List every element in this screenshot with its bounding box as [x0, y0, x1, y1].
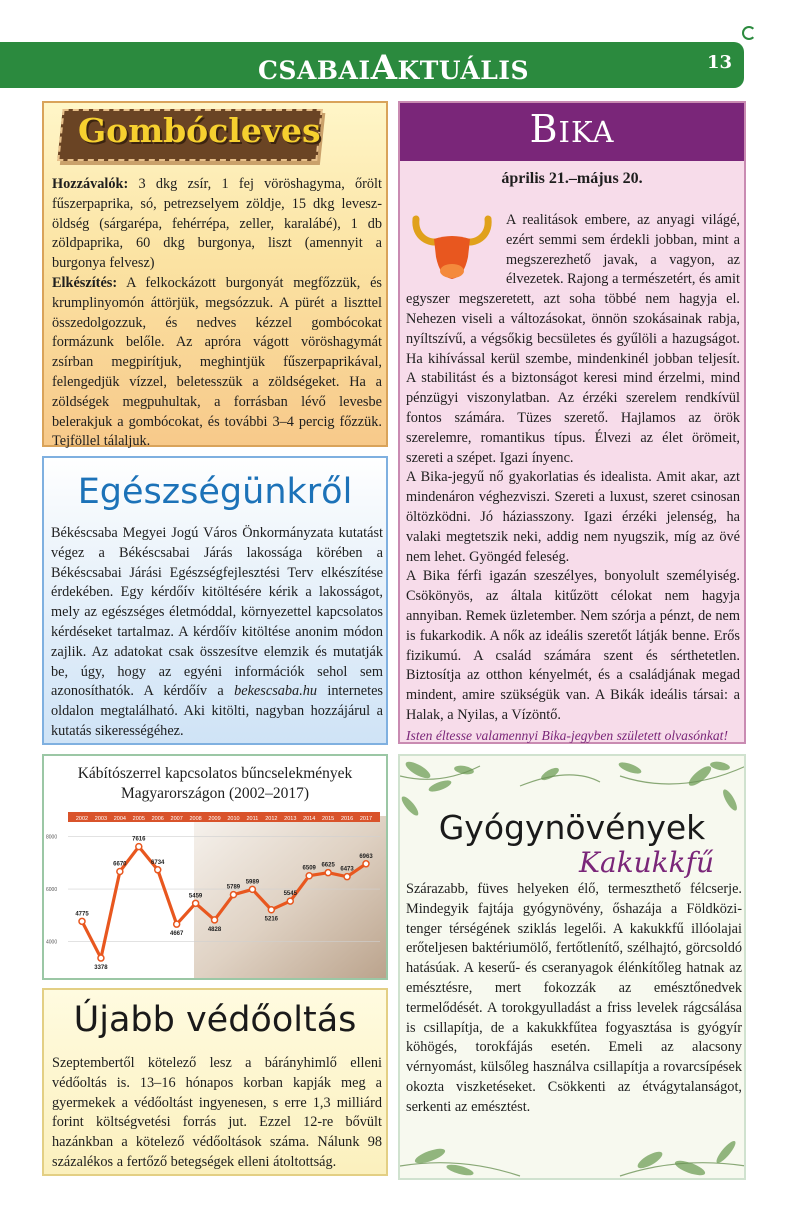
data-label: 4775 [75, 911, 89, 918]
series-line-segment [101, 871, 120, 958]
x-tick-label: 2002 [75, 816, 89, 822]
data-point [79, 918, 85, 924]
x-tick-label: 2012 [265, 816, 278, 822]
data-point [155, 867, 161, 873]
page-number: 13 [706, 52, 732, 73]
recipe-title: Gombócleves [78, 111, 321, 150]
method [52, 274, 382, 452]
data-point [306, 873, 312, 879]
recipe-box [42, 101, 388, 450]
data-point [193, 900, 199, 906]
data-label: 6473 [340, 866, 354, 873]
data-label: 6734 [151, 859, 165, 866]
data-point [136, 844, 142, 850]
y-tick-label: 6000 [46, 887, 58, 894]
data-label: 3378 [94, 965, 108, 972]
data-label: 5459 [188, 893, 203, 900]
data-point [363, 861, 369, 867]
x-tick-label: 2016 [340, 816, 354, 822]
x-tick-label: 2013 [284, 816, 297, 822]
data-point [325, 870, 331, 876]
data-point [174, 921, 180, 927]
horoscope-title-rest: IKA [558, 115, 615, 149]
data-point [117, 868, 123, 874]
ingredients [52, 175, 382, 274]
x-tick-label: 2003 [94, 816, 108, 822]
data-label: 5989 [245, 879, 260, 886]
chart-title: Kábítószerrel kapcsolatos bűncselekmények Magyarországon (2002–2017) [77, 765, 353, 802]
health-title: Egészségünkről [77, 472, 353, 512]
x-tick-label: 2014 [303, 816, 316, 822]
data-label: 7616 [132, 836, 146, 843]
health-text-2: internetes oldalon megtalálható. Aki kitölti, nagyban hozzájárul a kutatás sikerességéhez. [51, 683, 383, 739]
data-point [98, 955, 104, 961]
horoscope-dates: április 21.–május 20. [501, 170, 643, 187]
data-label: 4828 [207, 926, 222, 933]
herbs-subtitle: Kakukkfű [579, 846, 714, 879]
series-line-segment [177, 903, 196, 924]
publication-title [258, 48, 529, 88]
data-label: 5545 [283, 891, 297, 898]
x-tick-label: 2007 [170, 816, 183, 822]
page-header [0, 42, 744, 88]
x-tick-label: 2010 [227, 816, 240, 822]
y-tick-label: 4000 [46, 939, 58, 946]
health-text-1: Békéscsaba Megyei Jogú Város Önkormányzata kutatást végez a Békéscsabai Járás lakossága körében a Békéscsabai Járási Egészségfejlesztési Terv elkészítése érdekében. Egy kérdőív kitöltésére kérik a lakosságot, mely az egészséges életmóddal, környezettel kapcsolatos kérdéseket tartalmaz. A kérdőív kitöltése anonim módon zajlik. Az adatokat csak összesítve elemzik és mutatják be, úgy, hogy az egyéni információk sehol sem azonosíthatók. A kérdőív a [51, 525, 383, 700]
series-line-segment [139, 847, 158, 870]
x-tick-label: 2015 [322, 816, 335, 822]
health-box [42, 456, 388, 745]
title-part-1: CSABAI [258, 56, 371, 85]
method-label: Elkészítés: [52, 274, 118, 291]
title-initial: A [370, 48, 398, 88]
horoscope-text [406, 211, 740, 746]
x-tick-label: 2008 [189, 816, 202, 822]
herbs-text: Szárazabb, füves helyeken élő, termeszthető félcserje. Mindegyik fajtája gyógynövény, őshazája a Földközi-tenger térségének sziklás legelői. A kakukkfű illóolajai erőteljesen baktériumölő, fertőtlenítő, szélhajtó, görcsoldó hatásúak. A keserű- és cseranyagok élénkítőleg hatnak az emésztésre, mert fokozzák az emésztőnedvek termelődését. A torokgyulladást a friss levelek rágcsálása is csillapítja, de a kakukkfűtea fogyasztása is gyógyír köhögés, torokfájás esetén. Emeli az alacsony vérnyomást, külsőleg használva csillapítja a rovarcsípések okozta viszketéseket. Csökkenti az étvágytalanságot, serkenti az emésztést. [406, 881, 742, 1115]
data-label: 5789 [226, 884, 241, 891]
herbs-box [398, 754, 746, 1180]
data-point [268, 907, 274, 913]
data-point [212, 917, 218, 923]
horoscope-title-initial: B [529, 107, 559, 151]
horoscope-closing: Isten éltesse valamennyi Bika-jegyben született olvasónkat! [406, 727, 728, 743]
vaccine-box [42, 988, 388, 1176]
y-tick-label: 8000 [46, 834, 58, 841]
horoscope-header [400, 103, 744, 161]
data-label: 6509 [302, 865, 316, 872]
herbs-title: Gyógynövények [438, 808, 706, 847]
x-tick-label: 2005 [132, 816, 145, 822]
recipe-text [52, 175, 382, 452]
data-point [287, 898, 293, 904]
x-tick-label: 2011 [246, 816, 259, 822]
ingredients-label: Hozzávalók: [52, 176, 129, 192]
x-tick-label: 2017 [359, 816, 373, 822]
data-label: 6625 [321, 862, 335, 869]
health-text [51, 524, 383, 742]
series-line-segment [120, 847, 139, 872]
method-text: A felkockázott burgonyát megfőzzük, és krumplinyomón áttörjük, megsózzuk. A pürét a liszttel összedolgozzuk, és nedves kézzel gombócokat formázunk belőle. Az apróra vágott vöröshagymát zsírban megpirítjuk, meghintjük fűszerpaprikával, felengedjük vízzel, beletesszük a zöldségeket. Ha a zöldségek megpuhultak, a forrásban lévő levesbe belerakjuk a gombócokat, és további 3–4 percig főzzük. Tejföllel tálaljuk. [52, 274, 382, 450]
horoscope-paragraph-1: A realitások embere, az anyagi világé, ezért semmi sem érdekli jobban, mint a megszerezhető javak, a vagyon, az élvezetek. Rajong a természetért, és amit egyszer megszeretett, azt soha többé nem hagyja el. Nehezen viseli a változásokat, önnön szokásainak rabja, nyíltszívű, a végsőkig becsületes és gyűlöli a hazugságot. Ha kihívással kerül szembe, mindenkinél jobban teljesít. A stabilitást és a biztonságot keresi mind érzelmi, mind pénzügyi viszonylatban. Az érzéki szerelem rendkívül fontos számára. Tüzes szerető. Hajlamos az örök szerelemre, romantikus típus. Élvezi az élet örömeit, szereti a szépet. Igazi ínyenc. [406, 212, 740, 466]
health-link[interactable]: bekescsaba.hu [234, 683, 318, 700]
title-part-2: KTUÁLIS [397, 56, 530, 85]
series-line-segment [82, 921, 101, 958]
series-line-segment [158, 870, 177, 924]
ingredients-text: 3 dkg zsír, 1 fej vöröshagyma, őrölt fűszerpaprika, só, petrezselyem zöldje, 15 dkg leveszöldség (sárgarépa, fehérrépa, zeller, karalábé), 1 db zöldpaprika, 60 dkg burgonya, liszt (amennyit a burgonya felvesz) [52, 176, 383, 272]
horoscope-paragraph-3: A Bika férfi igazán szeszélyes, bonyolult személyiség. Csökönyös, az általa kitűzött célokat nem hagyja annyiban. Remek üzletember. Nem szórja a pénzt, de nem is fukarkodik. A nők az ideális szeretőt látják benne. Erős fizikumú. A család számára szent és sérthetetlen. Biztosítja az otthon kényelmét, és a családjának megad mindent, amire szükségük van. A Bikák ideális társai: a Halak, a Nyilas, a Vízöntő. [406, 568, 740, 723]
data-point [230, 892, 236, 898]
x-tick-label: 2009 [208, 816, 221, 822]
x-tick-label: 2004 [113, 816, 126, 822]
x-tick-label: 2006 [151, 816, 164, 822]
data-label: 4667 [169, 931, 184, 938]
data-point [249, 886, 255, 892]
data-label: 6963 [359, 853, 373, 860]
horoscope-paragraph-2: A Bika-jegyű nő gyakorlatias és idealista. Amit akar, azt mindenáron véghezviszi. Szereti a luxust, szeret csinosan öltözködni. Jó háziasszony. Igazi érzéki jelenség, ha valaki megtetszik neki, addig nem nyugszik, míg az övé nem lehet. Gyöngéd feleség. [406, 469, 740, 565]
horoscope-title [400, 107, 744, 151]
bull-icon [406, 211, 498, 285]
vaccine-text: Szeptembertől kötelező lesz a bárányhimlő elleni védőoltás is. 13–16 hónapos korban kapják meg a gyermekek a védőoltást ingyenesen, s erre 1,3 milliárd forint költségvetési forrás jut. Ezzel 12-re bővült hazánkban a kötelező védőoltások száma. Nálunk 98 százalékos a fertőző betegségek elleni átoltottság. [52, 1055, 382, 1170]
data-point [344, 874, 350, 880]
chart-box [42, 754, 388, 980]
data-label: 5216 [264, 916, 279, 923]
vaccine-title: Újabb védőoltás [73, 1000, 357, 1040]
swirl-ornament-icon [742, 26, 756, 40]
horoscope-box [398, 101, 746, 744]
data-label: 6670 [113, 861, 127, 868]
